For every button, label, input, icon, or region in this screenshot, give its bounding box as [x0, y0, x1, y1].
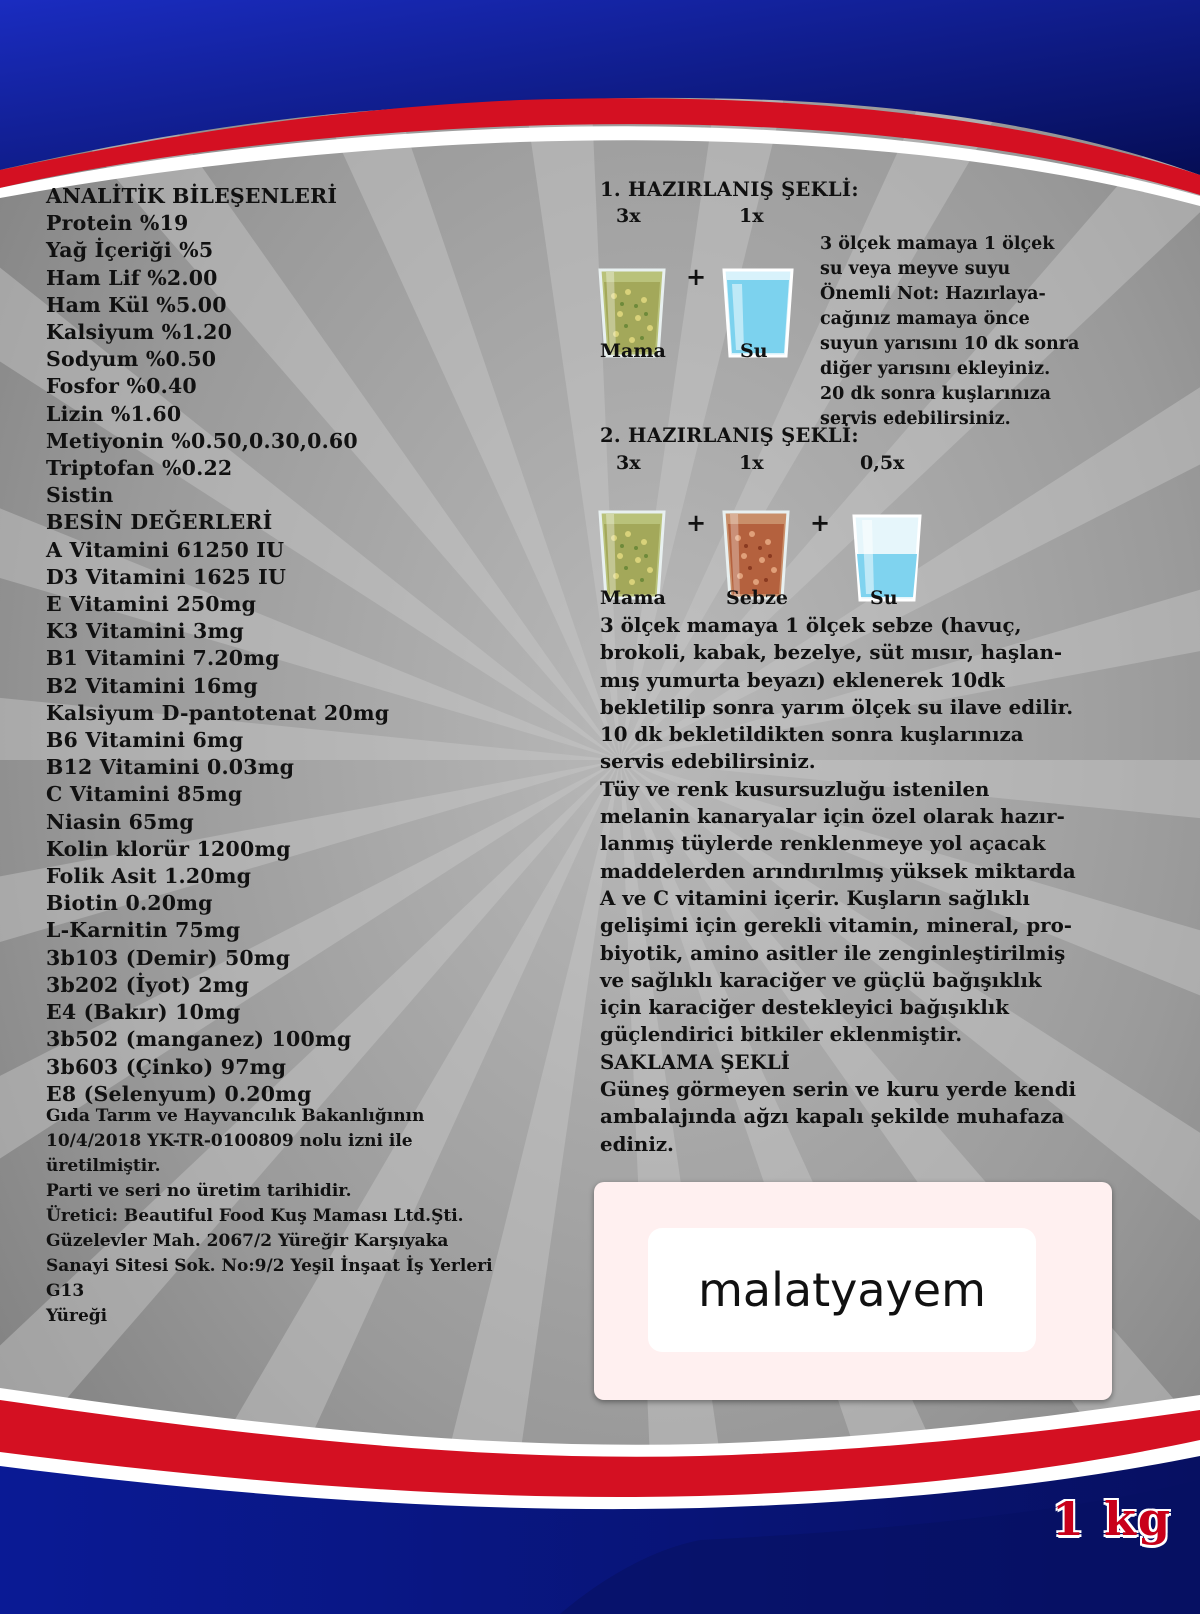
- legal-line: Üretici: Beautiful Food Kuş Maması Ltd.Şti.: [46, 1206, 464, 1226]
- text-line: güçlendirici bitkiler eklenmiştir.: [600, 1022, 963, 1047]
- text-line: servis edebilirsiniz.: [600, 749, 816, 774]
- list-item: A Vitamini 61250 IU: [46, 537, 285, 562]
- legal-line: üretilmiştir.: [46, 1156, 161, 1176]
- list-item: 3b202 (İyot) 2mg: [46, 972, 250, 997]
- list-item: L-Karnitin 75mg: [46, 918, 241, 943]
- list-item: Ham Lif %2.00: [46, 265, 218, 290]
- description-text: [600, 612, 1120, 1158]
- list-item: Niasin 65mg: [46, 809, 194, 834]
- list-item: B6 Vitamini 6mg: [46, 728, 244, 753]
- list-item: E8 (Selenyum) 0.20mg: [46, 1081, 312, 1106]
- legal-line: G13: [46, 1281, 85, 1301]
- prep1-mult-food: 3x: [616, 205, 641, 227]
- list-item: B12 Vitamini 0.03mg: [46, 755, 295, 780]
- text-line: A ve C vitamini içerir. Kuşların sağlıklı: [600, 885, 1030, 910]
- text-line: 10 dk bekletildikten sonra kuşlarınıza: [600, 722, 1024, 747]
- legal-line: Sanayi Sitesi Sok. No:9/2 Yeşil İnşaat İş Yerleri: [46, 1256, 493, 1276]
- food-label: Mama: [600, 340, 666, 362]
- list-item: E Vitamini 250mg: [46, 592, 257, 617]
- list-item: Ham Kül %5.00: [46, 292, 227, 317]
- prep2-title: 2. HAZIRLANIŞ ŞEKLİ:: [600, 424, 859, 447]
- text-line: biyotik, amino asitler ile zenginleştirilmiş: [600, 940, 1066, 965]
- prep2-mult-water: 0,5x: [860, 452, 905, 474]
- prep1-note: [820, 232, 1120, 432]
- note-line: diğer yarısını ekleyiniz.: [820, 359, 1051, 379]
- water-label: Su: [740, 340, 768, 362]
- list-item: B1 Vitamini 7.20mg: [46, 646, 280, 671]
- list-item: 3b603 (Çinko) 97mg: [46, 1054, 287, 1079]
- list-item: Yağ İçeriği %5: [46, 238, 214, 263]
- legal-line: Yüreği: [46, 1306, 108, 1326]
- note-line: 3 ölçek mamaya 1 ölçek: [820, 234, 1055, 254]
- seller-stamp: [594, 1182, 1112, 1400]
- list-item: Folik Asit 1.20mg: [46, 864, 252, 889]
- list-item: B2 Vitamini 16mg: [46, 673, 258, 698]
- text-line: için karaciğer destekleyici bağışıklık: [600, 995, 1010, 1020]
- text-line: maddelerden arındırılmış yüksek miktarda: [600, 858, 1076, 883]
- note-line: servis edebilirsiniz.: [820, 409, 1011, 429]
- text-line: ve sağlıklı karaciğer ve güçlü bağışıklık: [600, 967, 1042, 992]
- list-item: 3b103 (Demir) 50mg: [46, 945, 291, 970]
- text-line: melanin kanaryalar için özel olarak hazır-: [600, 804, 1065, 829]
- text-line: mış yumurta beyazı) eklenerek 10dk: [600, 667, 1005, 692]
- seller-stamp-inner: [648, 1228, 1036, 1352]
- prep2-mult-food: 3x: [616, 452, 641, 474]
- legal-line: Gıda Tarım ve Hayvancılık Bakanlığının: [46, 1106, 425, 1126]
- storage-heading: SAKLAMA ŞEKLİ: [600, 1049, 790, 1074]
- list-item: E4 (Bakır) 10mg: [46, 1000, 241, 1025]
- list-item: Kolin klorür 1200mg: [46, 836, 291, 861]
- text-line: lanmış tüylerde renklenmeye yol açacak: [600, 831, 1046, 856]
- note-line: Önemli Not: Hazırlaya-: [820, 284, 1046, 304]
- list-item: K3 Vitamini 3mg: [46, 619, 244, 644]
- list-item: Triptofan %0.22: [46, 456, 233, 481]
- list-item: C Vitamini 85mg: [46, 782, 243, 807]
- plus-sign: +: [686, 508, 707, 537]
- legal-line: 10/4/2018 YK-TR-0100809 nolu izni ile: [46, 1131, 413, 1151]
- list-item: Protein %19: [46, 211, 189, 236]
- prep2-mult-veg: 1x: [739, 452, 764, 474]
- legal-text: [46, 1104, 586, 1329]
- nutrition-list: [46, 183, 586, 1108]
- note-line: 20 dk sonra kuşlarınıza: [820, 384, 1052, 404]
- list-item: Kalsiyum %1.20: [46, 320, 233, 345]
- vegetable-label: Sebze: [726, 587, 788, 609]
- list-item: Kalsiyum D-pantotenat 20mg: [46, 700, 390, 725]
- text-line: Tüy ve renk kusursuzluğu istenilen: [600, 776, 990, 801]
- food-label: Mama: [600, 587, 666, 609]
- legal-line: Parti ve seri no üretim tarihidir.: [46, 1181, 352, 1201]
- text-line: Güneş görmeyen serin ve kuru yerde kendi: [600, 1077, 1077, 1102]
- list-item: 3b502 (manganez) 100mg: [46, 1027, 352, 1052]
- package-weight: 1 kg: [1052, 1492, 1173, 1546]
- prep1-title: 1. HAZIRLANIŞ ŞEKLİ:: [600, 178, 859, 201]
- list-item: Sodyum %0.50: [46, 347, 217, 372]
- list-item: Biotin 0.20mg: [46, 891, 213, 916]
- prep1-mult-water: 1x: [739, 205, 764, 227]
- text-line: ambalajında ağzı kapalı şekilde muhafaza: [600, 1104, 1065, 1129]
- text-line: gelişimi için gerekli vitamin, mineral, pro-: [600, 913, 1072, 938]
- note-line: suyun yarısını 10 dk sonra: [820, 334, 1080, 354]
- text-line: ediniz.: [600, 1131, 674, 1156]
- water-label: Su: [870, 587, 898, 609]
- text-line: brokoli, kabak, bezelye, süt mısır, haşlan-: [600, 640, 1063, 665]
- note-line: cağınız mamaya önce: [820, 309, 1030, 329]
- list-item: Fosfor %0.40: [46, 374, 197, 399]
- plus-sign: +: [810, 508, 831, 537]
- list-item: Metiyonin %0.50,0.30,0.60: [46, 428, 358, 453]
- note-line: su veya meyve suyu: [820, 259, 1011, 279]
- list-item: D3 Vitamini 1625 IU: [46, 564, 287, 589]
- text-line: 3 ölçek mamaya 1 ölçek sebze (havuç,: [600, 613, 1022, 637]
- seller-name: malatyayem: [698, 1263, 986, 1317]
- section-heading-analytic: ANALİTİK BİLEŞENLERİ: [46, 184, 338, 208]
- list-item: Lizin %1.60: [46, 401, 182, 426]
- plus-sign: +: [686, 262, 707, 291]
- legal-line: Güzelevler Mah. 2067/2 Yüreğir Karşıyaka: [46, 1231, 449, 1251]
- section-heading-nutrition: BESİN DEĞERLERİ: [46, 510, 273, 535]
- text-line: bekletilip sonra yarım ölçek su ilave edilir.: [600, 694, 1074, 719]
- list-item: Sistin: [46, 483, 114, 508]
